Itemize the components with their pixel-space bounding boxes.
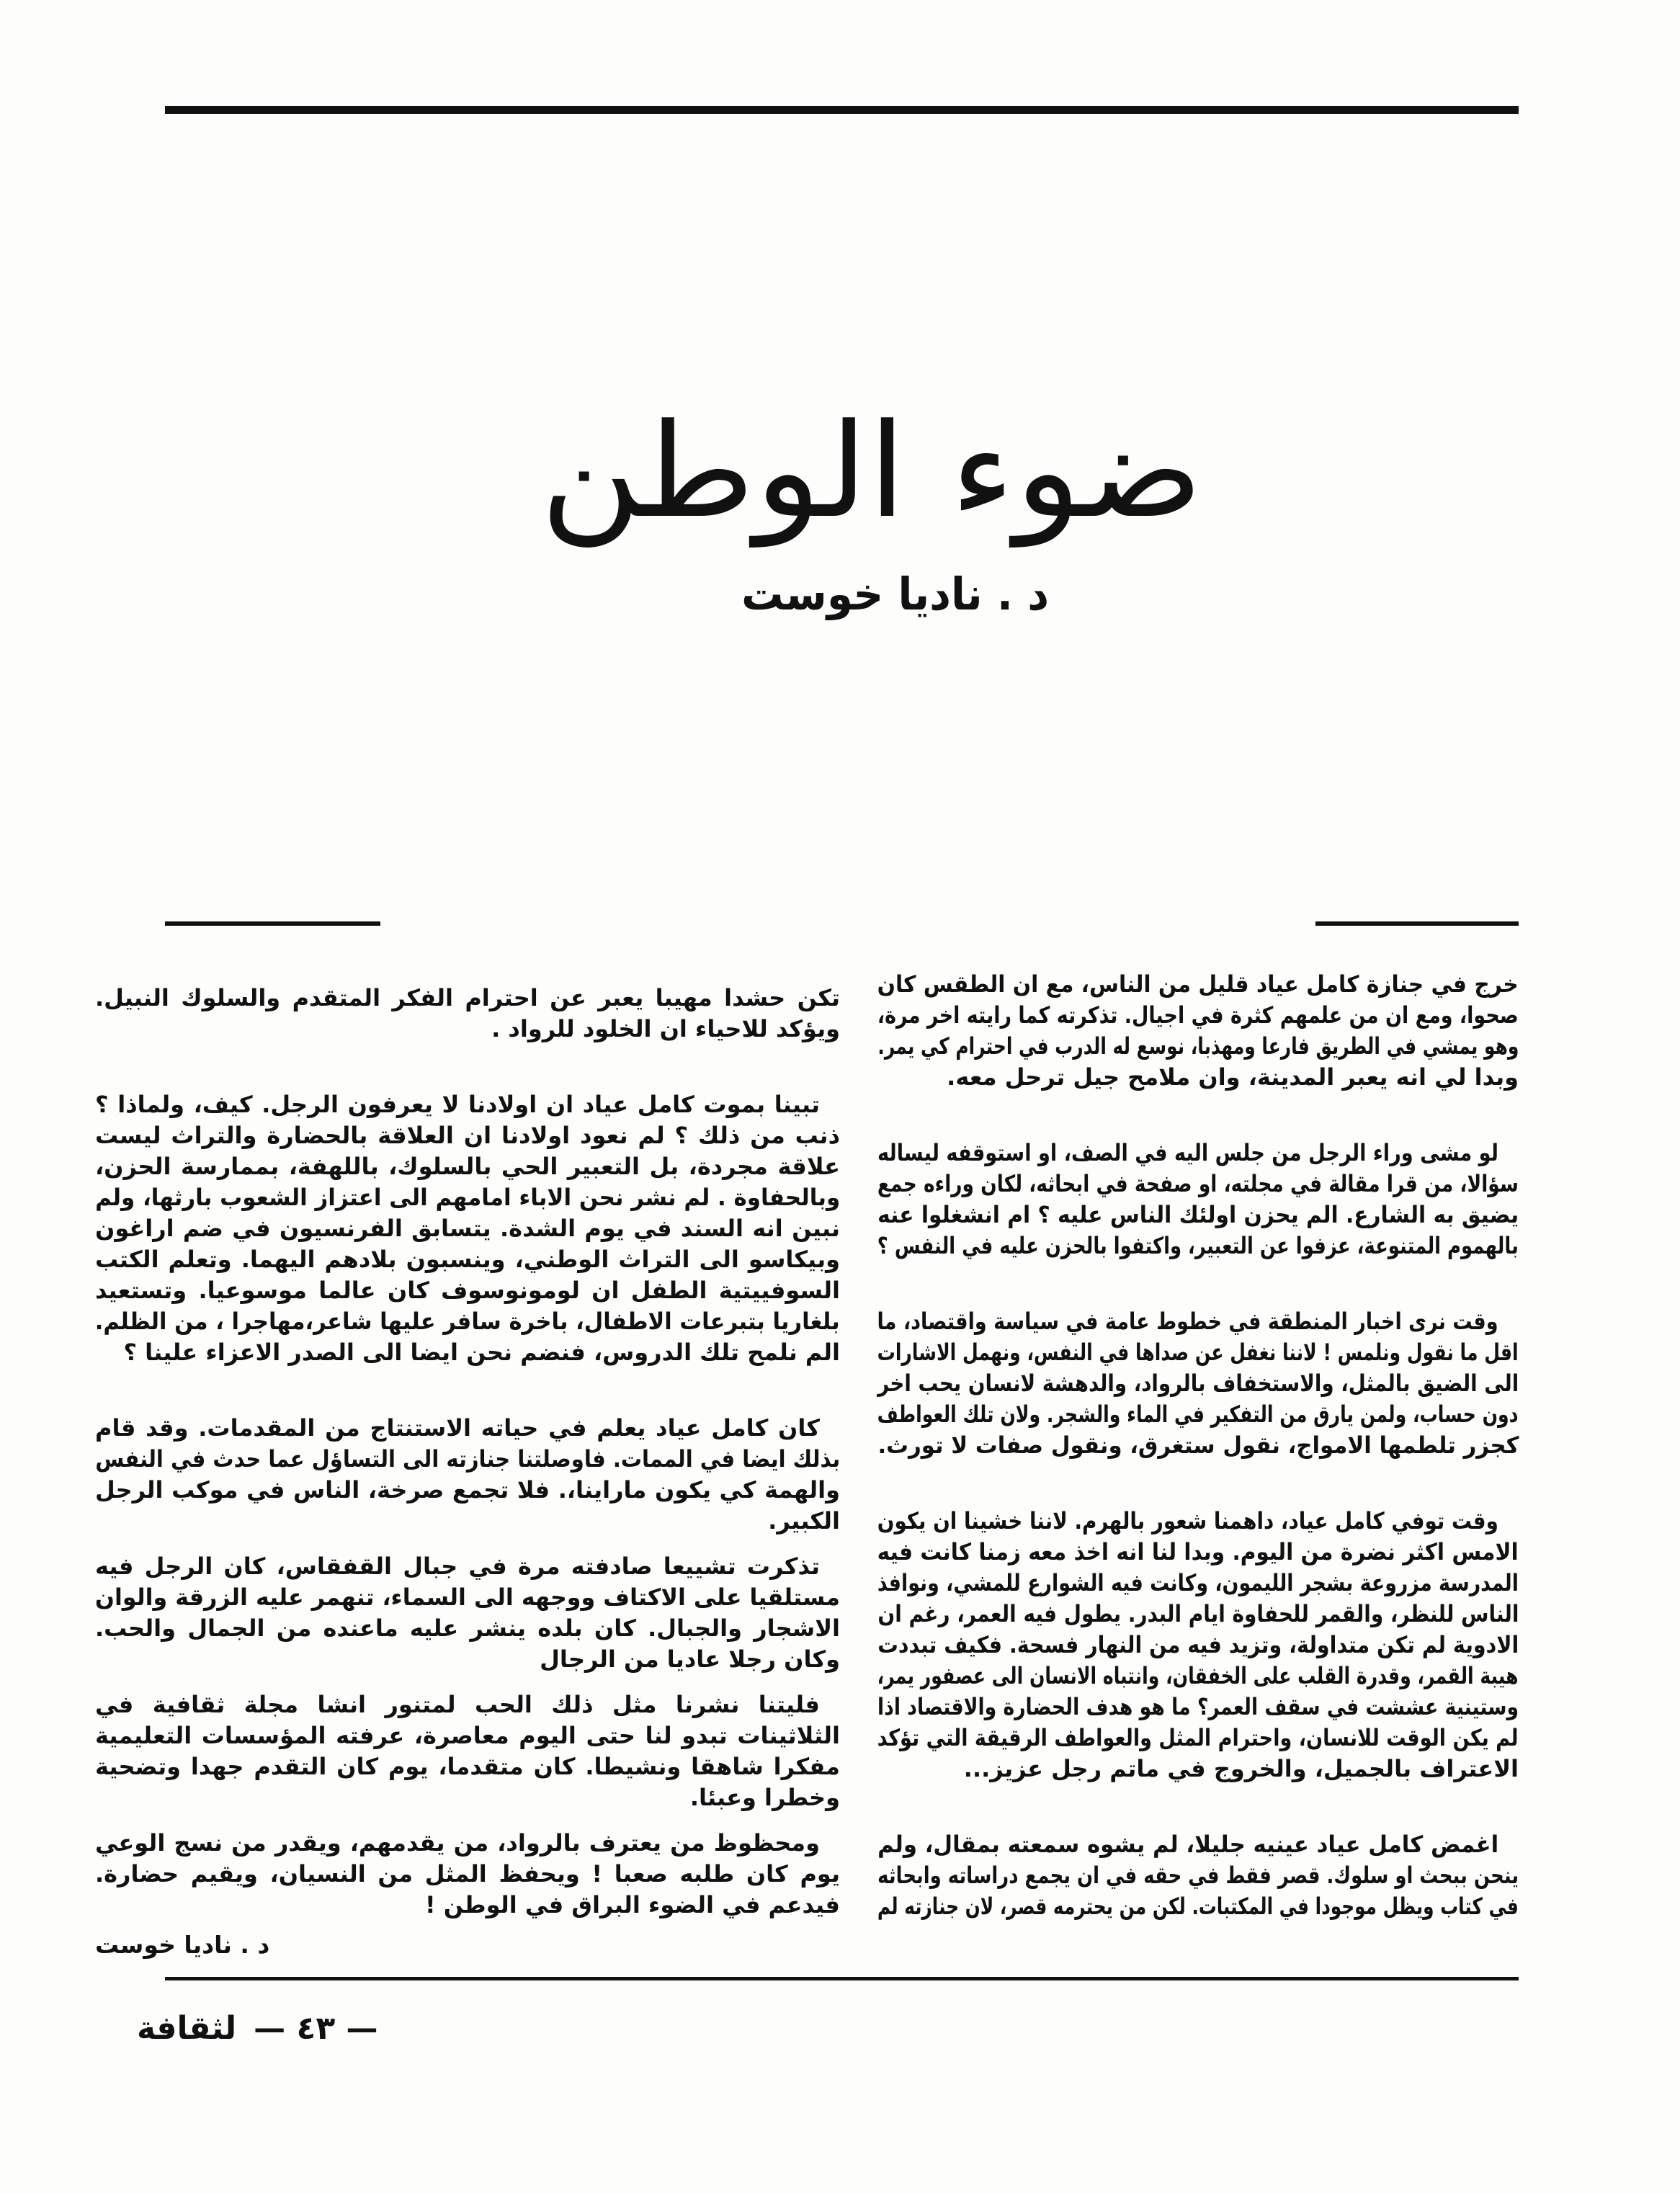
line-text: السوفييتية الطفل ان لومونوسوف كان عالما موسوعيا. وتستعيد — [95, 1277, 840, 1304]
right-section-rule — [1315, 921, 1519, 926]
page-footer — [137, 2006, 378, 2050]
line-text: الى الضيق بالمثل، والاستخفاف بالرواد، والدهشة لانسان يحب اخر — [877, 1370, 1519, 1397]
article-line — [95, 1859, 840, 1890]
article-line — [95, 1828, 840, 1859]
line-text: لو مشى وراء الرجل من جلس اليه في الصف، او استوقفه ليساله — [877, 1139, 1498, 1166]
line-text: مستلقيا على الاكتاف ووجهه الى السماء، تنهمر عليه الزرقة والوان — [94, 1584, 840, 1611]
line-text: صحوا، ومع ان من علمهم كثرة في اجيال. تذكرته كما رايته اخر مرة، — [877, 1001, 1519, 1029]
line-text: الامس اكثر نضرة من اليوم. وبدا لنا انه اخذ معه زمنا كانت فيه — [877, 1538, 1519, 1566]
line-text: بذلك ايضا في الممات. فاوصلتنا جنازته الى التساؤل عما حدث في النفس — [95, 1445, 840, 1473]
line-text: وبالحفاوة . لم نشر نحن الاباء امامهم الى اعتزاز الشعوب بارثها، ولم — [95, 1184, 840, 1211]
paragraph — [95, 983, 840, 1045]
article-line — [877, 1430, 1519, 1461]
line-text: ويؤكد للاحياء ان الخلود للرواد . — [491, 1015, 840, 1042]
line-text: الكبير. — [768, 1507, 840, 1535]
line-text: والهمة كي يكون ماراينا،. فلا تجمع صرخة، الناس في موكب الرجل — [95, 1476, 840, 1504]
article-line — [95, 1014, 840, 1045]
line-text: وبدا لي انه يعبر المدينة، وان ملامح جيل ترحل معه. — [947, 1063, 1519, 1091]
article-line — [95, 1413, 840, 1444]
author-signature-text: د . ناديا خوست — [95, 1931, 270, 1959]
article-line — [877, 1062, 1519, 1093]
article-line — [95, 1720, 840, 1751]
article-line — [95, 1582, 840, 1613]
article-line — [95, 1151, 840, 1182]
line-text: المدرسة مزروعة بشجر الليمون، وكانت فيه الشوارع للمشي، ونوافذ — [877, 1569, 1519, 1596]
article-line — [95, 1275, 840, 1306]
bottom-rule — [165, 1977, 1519, 1980]
line-text: لم يكن الوقت للانسان، واحترام المثل والعواطف الرقيقة التي تؤكد — [877, 1724, 1519, 1751]
article-line — [877, 1630, 1519, 1661]
paragraph — [877, 1829, 1519, 1922]
line-text: اغمض كامل عياد عينيه جليلا، لم يشوه سمعته بمقال، ولم — [877, 1831, 1498, 1858]
line-text: الناس للنظر، والقمر للحفاوة ايام البدر. يطول فيه العمر، رغم ان — [877, 1600, 1519, 1627]
line-text: فليتنا نشرنا مثل ذلك الحب لمتنور انشا مجلة ثقافية في — [95, 1691, 820, 1718]
article-line — [877, 1568, 1519, 1599]
article-title — [475, 375, 1268, 569]
line-text: الثلاثينات تبدو لنا حتى اليوم معاصرة، عرفته المؤسسات التعليمية — [95, 1722, 840, 1749]
article-line — [95, 1751, 840, 1782]
article-line — [877, 1829, 1519, 1860]
article-line — [95, 1120, 840, 1151]
line-text: تبينا بموت كامل عياد ان اولادنا لا يعرفون الرجل. كيف، ولماذا ؟ — [95, 1091, 820, 1118]
article-line — [877, 1169, 1519, 1200]
line-text: ينحن ببحث او سلوك. قصر فقط في حقه في ان يجمع دراساته وابحاثه — [877, 1862, 1519, 1889]
article-line — [877, 1860, 1519, 1891]
article-line — [877, 1599, 1519, 1630]
article-line — [95, 1890, 840, 1921]
line-text: الادوية لم تكن متداولة، وتزيد فيه من النهار فسحة. فكيف تبددت — [877, 1631, 1519, 1658]
article-line — [877, 1399, 1519, 1430]
line-text: تكن حشدا مهيبا يعبر عن احترام الفكر المتقدم والسلوك النبيل. — [95, 984, 840, 1011]
line-text: فيدعم في الضوء البراق في الوطن ! — [425, 1891, 840, 1919]
article-line — [95, 1244, 840, 1275]
article-line — [877, 1200, 1519, 1231]
right-column — [877, 969, 1519, 1922]
article-line — [95, 1444, 840, 1475]
article-author — [679, 562, 1112, 627]
line-text: كان كامل عياد يعلم في حياته الاستنتاج من المقدمات. وقد قام — [95, 1414, 820, 1442]
article-line — [877, 1000, 1519, 1031]
line-text: وكان رجلا عاديا من الرجال — [540, 1645, 840, 1673]
article-line — [877, 1031, 1519, 1062]
paragraph — [95, 1551, 840, 1675]
article-title-text: ضوء الوطن — [540, 396, 1204, 547]
article-line — [877, 1368, 1519, 1399]
article-line — [95, 1613, 840, 1644]
page-number: — ٤٣ — — [254, 2009, 378, 2047]
line-text: بالهموم المتنوعة، عزفوا عن التعبير، واكتفوا بالحزن عليه في النفس ؟ — [877, 1232, 1519, 1259]
paragraph — [877, 1138, 1519, 1261]
author-signature — [95, 1929, 840, 1960]
article-line — [877, 1306, 1519, 1337]
article-line — [877, 1723, 1519, 1754]
article-line — [877, 1537, 1519, 1568]
article-line — [877, 1138, 1519, 1169]
article-line — [877, 969, 1519, 1000]
left-section-rule — [165, 921, 380, 926]
line-text: دون حساب، ولمن يارق من التفكير في الماء والشجر. ولان تلك العواطف — [877, 1401, 1519, 1428]
line-text: تذكرت تشييعا صادفته مرة في جبال القفقاس، كان الرجل فيه — [95, 1553, 820, 1580]
article-author-text: د . ناديا خوست — [741, 568, 1050, 620]
article-line — [95, 1089, 840, 1120]
article-line — [95, 1644, 840, 1675]
line-text: مفكرا شاهقا ونشيطا. كان متقدما، يوم كان التقدم جهدا وتضحية — [95, 1753, 840, 1780]
line-text: خرج في جنازة كامل عياد قليل من الناس، مع ان الطقس كان — [877, 970, 1519, 998]
paragraph — [877, 1306, 1519, 1461]
article-line — [95, 1506, 840, 1537]
line-text: وستينية عششت في سقف العمر؟ ما هو هدف الحضارة والاقتصاد اذا — [877, 1693, 1519, 1720]
article-line — [95, 1551, 840, 1582]
line-text: علاقة مجردة، بل التعبير الحي بالسلوك، باللهفة، بممارسة الحزن، — [95, 1153, 840, 1180]
paragraph — [877, 969, 1519, 1093]
top-rule — [165, 106, 1519, 114]
paragraph — [95, 1689, 840, 1813]
line-text: ذنب من ذلك ؟ لم نعود اولادنا ان العلاقة بالحضارة والتراث ليست — [95, 1122, 840, 1149]
paragraph — [95, 1413, 840, 1537]
line-text: وخطرا وعبئا. — [689, 1784, 840, 1811]
line-text: نبين انه السند في يوم الشدة. يتسابق الفرنسيون في ضم اراغون — [95, 1215, 840, 1242]
article-line — [877, 1754, 1519, 1785]
line-text: يوم كان طلبه صعبا ! ويحفظ المثل من النسيان، ويقيم حضارة. — [95, 1860, 840, 1888]
left-column — [95, 983, 840, 1960]
line-text: وقت نرى اخبار المنطقة في خطوط عامة في سياسة واقتصاد، ما — [877, 1308, 1498, 1335]
paragraph — [877, 1506, 1519, 1785]
line-text: بلغاريا بتبرعات الاطفال، باخرة سافر عليها شاعر،مهاجرا ، من الظلم. — [94, 1308, 840, 1335]
article-line — [95, 1182, 840, 1213]
line-text: الاعتراف بالجميل، والخروج في ماتم رجل عزيز... — [963, 1755, 1519, 1782]
article-line — [877, 1337, 1519, 1368]
line-text: ومحظوظ من يعترف بالرواد، من يقدمهم، ويقدر من نسج الوعي — [95, 1829, 820, 1857]
paragraph — [95, 1089, 840, 1368]
article-line — [877, 1661, 1519, 1692]
article-line — [877, 1891, 1519, 1922]
article-line — [95, 1337, 840, 1368]
article-line — [95, 1689, 840, 1720]
line-text: وهو يمشي في الطريق فارعا ومهذبا، نوسع له الدرب في احترام كي يمر. — [877, 1032, 1519, 1060]
article-line — [95, 1306, 840, 1337]
magazine-name: لثقافة — [137, 2009, 237, 2047]
line-text: وبيكاسو الى التراث الوطني، وينسبون بلادهم اليهما. وتعلم الكتب — [95, 1246, 840, 1273]
line-text: اقل ما نقول ونلمس ! لاننا نغفل عن صداها في النفس، ونهمل الاشارات — [877, 1339, 1519, 1366]
article-line — [877, 1506, 1519, 1537]
article-line — [95, 1782, 840, 1813]
line-text: يضيق به الشارع. الم يحزن اولئك الناس عليه ؟ ام انشغلوا عنه — [877, 1201, 1519, 1228]
line-text: الم نلمح تلك الدروس، فنضم نحن ايضا الى الصدر الاعزاء علينا ؟ — [123, 1339, 840, 1366]
paragraph — [95, 1828, 840, 1921]
article-line — [95, 983, 840, 1014]
line-text: سؤالا، من قرا مقالة في مجلته، او صفحة في ابحاثه، لكان وراءه جمع — [877, 1170, 1519, 1197]
article-line — [877, 1231, 1519, 1261]
line-text: وقت توفي كامل عياد، داهمنا شعور بالهرم. لاننا خشينا ان يكون — [877, 1507, 1498, 1535]
line-text: الاشجار والجبال. كان بلده ينشر عليه ماعنده من الجمال والحب. — [95, 1614, 840, 1642]
line-text: هيبة القمر، وقدرة القلب على الخفقان، وانتباه الانسان الى عصفور يمر، — [877, 1662, 1519, 1689]
line-text: في كتاب ويظل موجودا في المكتبات. لكن من يحترمه قصر، لان جنازته لم — [877, 1893, 1519, 1920]
article-line — [877, 1692, 1519, 1723]
article-line — [95, 1213, 840, 1244]
line-text: كجزر تلطمها الامواج، نقول ستغرق، ونقول صفات لا تورث. — [877, 1432, 1519, 1459]
article-line — [95, 1475, 840, 1506]
